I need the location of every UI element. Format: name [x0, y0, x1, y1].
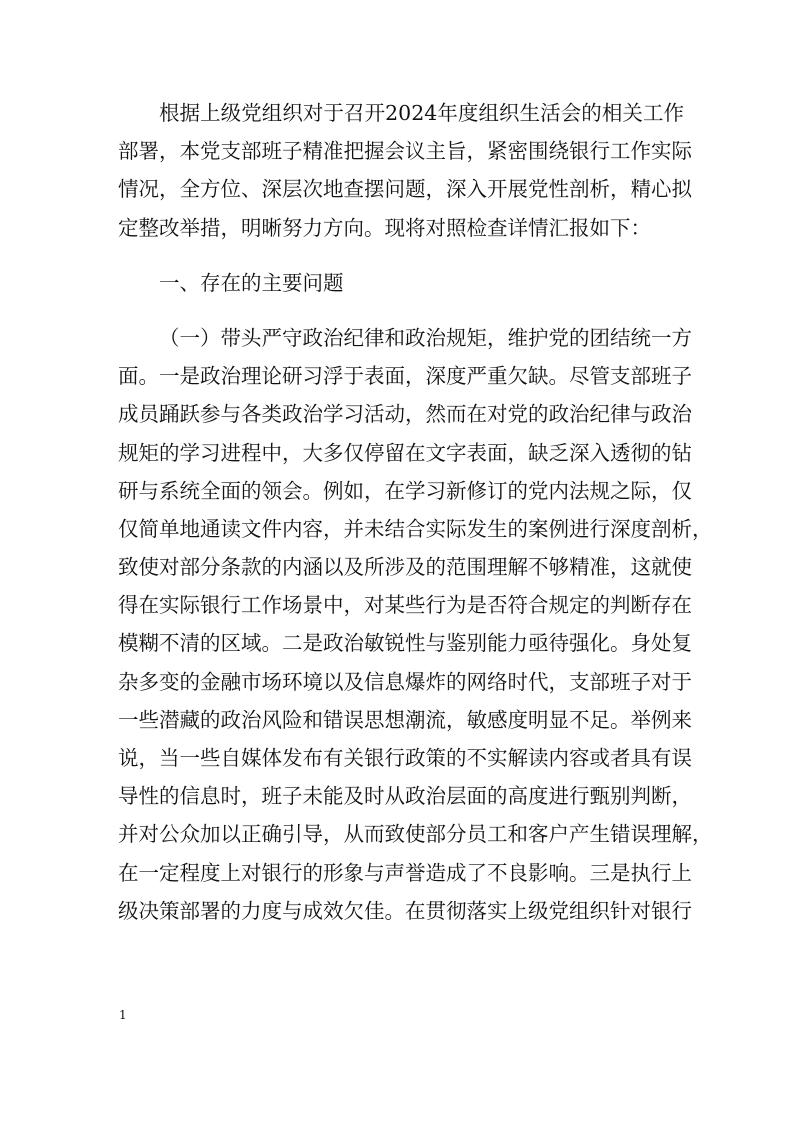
document-body: [118, 94, 713, 930]
paragraph-line: 根据上级党组织对于召开2024年度组织生活会的相关工作: [159, 101, 684, 125]
paragraph-line: （一）带头严守政治纪律和政治规矩，维护党的团结统一方: [159, 325, 692, 350]
paragraph-spacing: [118, 302, 684, 319]
paragraph-line: 级决策部署的力度与成效欠佳。在贯彻落实上级党组织针对银行: [118, 898, 692, 923]
paragraph-line: 在一定程度上对银行的形象与声誉造成了不良影响。三是执行上: [118, 860, 692, 885]
page-number: 1: [119, 1008, 127, 1022]
paragraph-spacing: [118, 247, 684, 264]
paragraph-line: 一些潜藏的政治风险和错误思想潮流，敏感度明显不足。举例来: [118, 707, 692, 732]
paragraph-line: 规矩的学习进程中，大多仅停留在文字表面，缺乏深入透彻的钻: [118, 440, 692, 465]
paragraph-line: 仅简单地通读文件内容，并未结合实际发生的案例进行深度剖析，: [118, 516, 713, 541]
paragraph-line: 模糊不清的区域。二是政治敏锐性与鉴别能力亟待强化。身处复: [118, 631, 692, 656]
paragraph-line: 得在实际银行工作场景中，对某些行为是否符合规定的判断存在: [118, 593, 692, 618]
intro-paragraph: [118, 94, 692, 247]
body-paragraph: [118, 319, 713, 930]
paragraph-line: 并对公众加以正确引导，从而致使部分员工和客户产生错误理解，: [118, 822, 713, 847]
paragraph-line: 说，当一些自媒体发布有关银行政策的不实解读内容或者具有误: [118, 746, 692, 770]
section-heading: 一、存在的主要问题: [159, 270, 344, 295]
paragraph-line: 致使对部分条款的内涵以及所涉及的范围理解不够精准，这就使: [118, 555, 692, 580]
paragraph-line: 面。一是政治理论研习浮于表面，深度严重欠缺。尽管支部班子: [118, 364, 692, 389]
paragraph-line: 情况，全方位、深层次地查摆问题，深入开展党性剖析，精心拟: [118, 177, 692, 202]
paragraph-line: 成员踊跃参与各类政治学习活动，然而在对党的政治纪律与政治: [118, 402, 692, 427]
paragraph-line: 部署，本党支部班子精准把握会议主旨，紧密围绕银行工作实际: [118, 139, 692, 164]
paragraph-line: 导性的信息时，班子未能及时从政治层面的高度进行甄别判断，: [118, 784, 692, 809]
paragraph-line: 研与系统全面的领会。例如，在学习新修订的党内法规之际，仅: [118, 478, 692, 503]
paragraph-line: 杂多变的金融市场环境以及信息爆炸的网络时代，支部班子对于: [118, 669, 692, 694]
paragraph-line: 定整改举措，明晰努力方向。现将对照检查详情汇报如下：: [118, 215, 651, 240]
